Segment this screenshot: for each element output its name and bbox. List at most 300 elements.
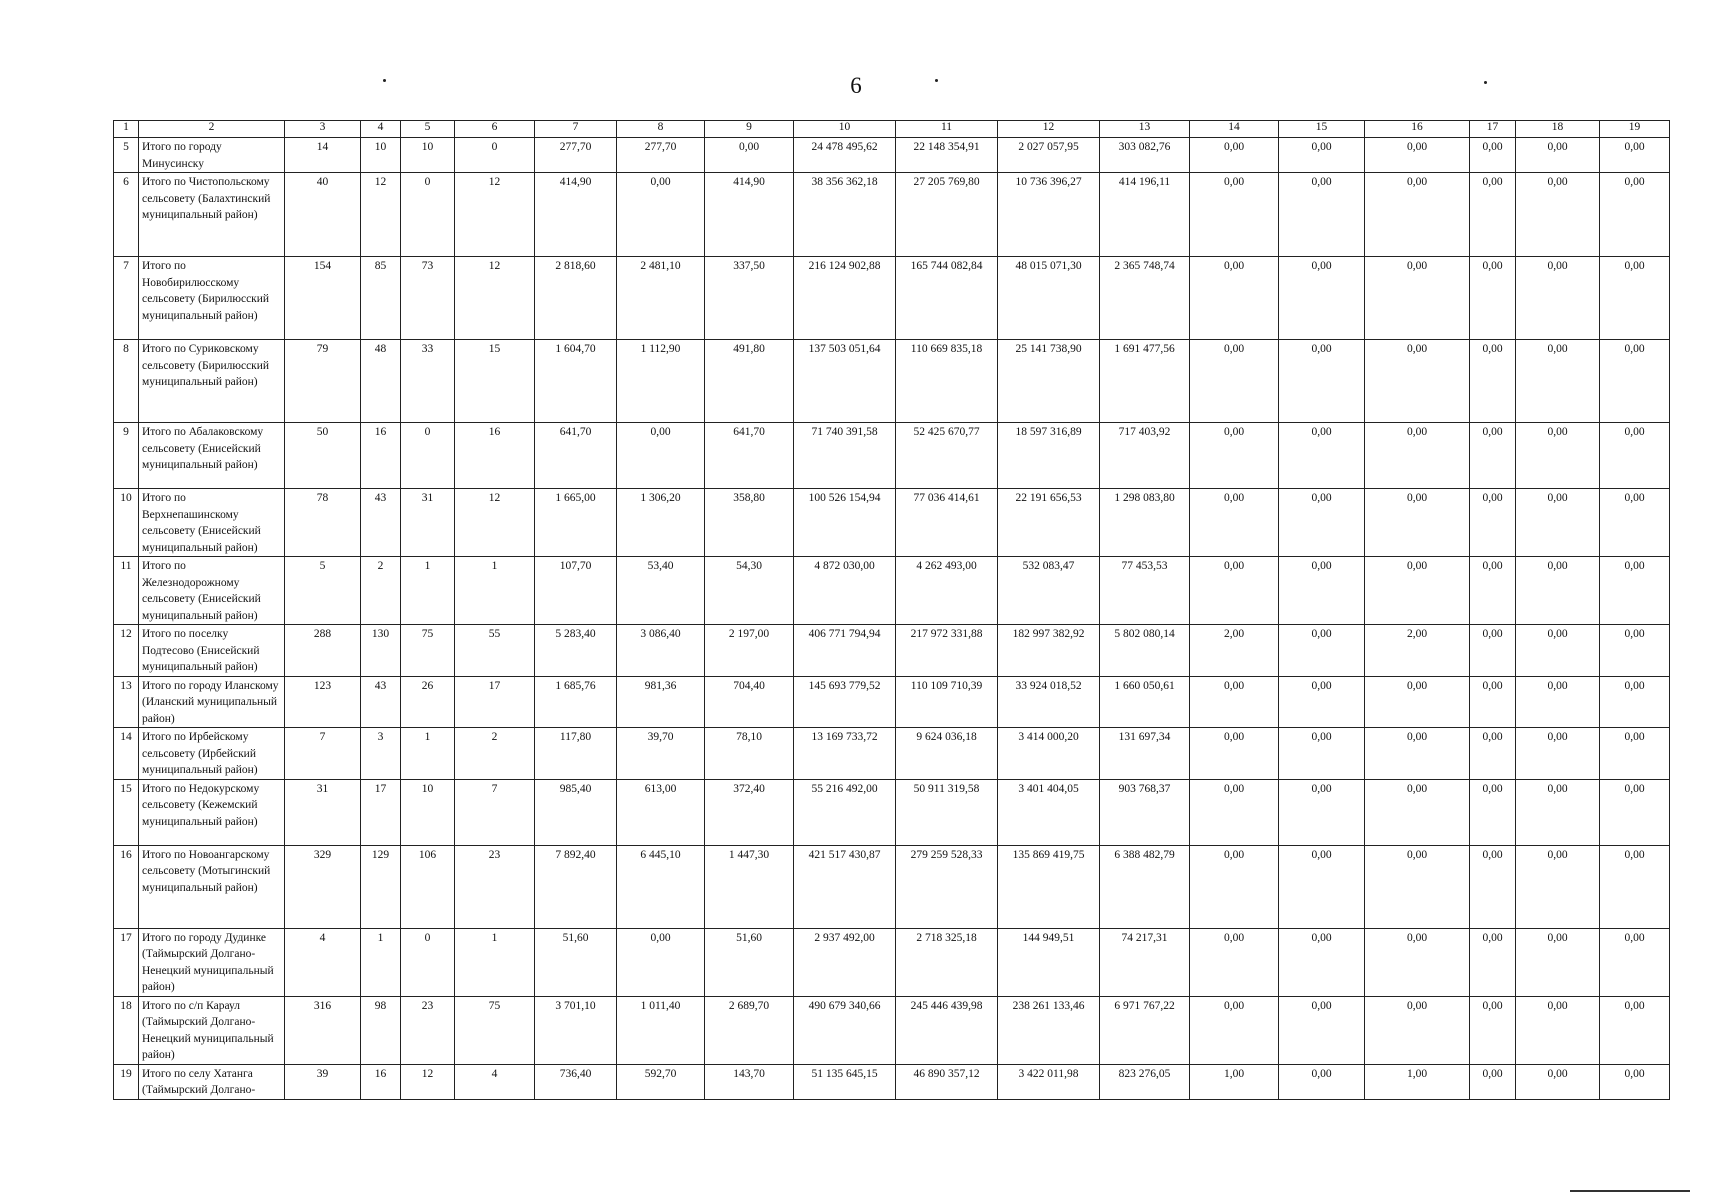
value-cell: 0,00 [1365,340,1470,423]
value-cell: 40 [285,173,361,257]
table-row [114,676,1670,728]
row-number-cell: 12 [114,625,139,677]
value-cell: 78 [285,489,361,557]
value-cell: 0,00 [1516,845,1600,928]
value-cell: 0,00 [1600,557,1670,625]
column-number-17: 17 [1470,121,1516,138]
value-cell: 31 [285,779,361,845]
value-cell: 0,00 [1600,340,1670,423]
value-cell: 592,70 [617,1064,705,1099]
value-cell: 4 [455,1064,535,1099]
value-cell: 43 [361,489,401,557]
value-cell: 0,00 [1279,845,1365,928]
value-cell: 39,70 [617,728,705,780]
territory-name-cell: Итого по Недокурскому сельсовету (Кежемский муниципальный район) [139,779,285,845]
value-cell: 39 [285,1064,361,1099]
value-cell: 717 403,92 [1100,423,1190,489]
value-cell: 316 [285,996,361,1064]
territory-name-cell: Итого по городу Дудинке (Таймырский Долгано-Ненецкий муниципальный район) [139,928,285,996]
data-table [113,120,1670,1100]
value-cell: 0,00 [1516,1064,1600,1099]
value-cell: 1 011,40 [617,996,705,1064]
value-cell: 10 [401,779,455,845]
row-number-cell: 17 [114,928,139,996]
value-cell: 0,00 [1279,728,1365,780]
column-number-14: 14 [1190,121,1279,138]
value-cell: 903 768,37 [1100,779,1190,845]
value-cell: 73 [401,257,455,340]
value-cell: 25 141 738,90 [998,340,1100,423]
value-cell: 0,00 [1600,138,1670,173]
value-cell: 2,00 [1365,625,1470,677]
value-cell: 71 740 391,58 [794,423,896,489]
territory-name-cell: Итого по Верхнепашинскому сельсовету (Енисейский муниципальный район) [139,489,285,557]
value-cell: 22 191 656,53 [998,489,1100,557]
value-cell: 0,00 [1470,625,1516,677]
column-number-9: 9 [705,121,794,138]
value-cell: 823 276,05 [1100,1064,1190,1099]
value-cell: 165 744 082,84 [896,257,998,340]
value-cell: 0,00 [1516,779,1600,845]
value-cell: 2 [361,557,401,625]
column-number-19: 19 [1600,121,1670,138]
row-number-cell: 19 [114,1064,139,1099]
row-number-cell: 16 [114,845,139,928]
value-cell: 16 [361,1064,401,1099]
value-cell: 0,00 [1365,728,1470,780]
value-cell: 0,00 [1279,489,1365,557]
value-cell: 6 388 482,79 [1100,845,1190,928]
value-cell: 0,00 [1279,173,1365,257]
value-cell: 3 414 000,20 [998,728,1100,780]
value-cell: 2,00 [1190,625,1279,677]
value-cell: 23 [455,845,535,928]
value-cell: 1 [401,728,455,780]
value-cell: 303 082,76 [1100,138,1190,173]
row-number-cell: 7 [114,257,139,340]
value-cell: 0,00 [1516,138,1600,173]
value-cell: 107,70 [535,557,617,625]
value-cell: 27 205 769,80 [896,173,998,257]
value-cell: 12 [455,489,535,557]
value-cell: 0,00 [1279,996,1365,1064]
value-cell: 4 [285,928,361,996]
value-cell: 9 624 036,18 [896,728,998,780]
table-row [114,173,1670,257]
value-cell: 110 669 835,18 [896,340,998,423]
value-cell: 55 [455,625,535,677]
territory-name-cell: Итого по Железнодорожному сельсовету (Енисейский муниципальный район) [139,557,285,625]
value-cell: 0 [455,138,535,173]
value-cell: 0,00 [617,423,705,489]
value-cell: 5 802 080,14 [1100,625,1190,677]
value-cell: 0,00 [1190,676,1279,728]
value-cell: 245 446 439,98 [896,996,998,1064]
value-cell: 0,00 [1600,845,1670,928]
scan-speck [935,79,938,82]
value-cell: 0,00 [1190,340,1279,423]
value-cell: 0 [401,928,455,996]
value-cell: 0,00 [1365,996,1470,1064]
row-number-cell: 6 [114,173,139,257]
value-cell: 0,00 [1190,996,1279,1064]
value-cell: 50 [285,423,361,489]
row-number-cell: 13 [114,676,139,728]
column-number-10: 10 [794,121,896,138]
column-number-12: 12 [998,121,1100,138]
value-cell: 491,80 [705,340,794,423]
value-cell: 1 [455,557,535,625]
value-cell: 6 445,10 [617,845,705,928]
value-cell: 14 [285,138,361,173]
value-cell: 238 261 133,46 [998,996,1100,1064]
value-cell: 0,00 [1279,779,1365,845]
value-cell: 985,40 [535,779,617,845]
value-cell: 0,00 [1190,489,1279,557]
column-number-13: 13 [1100,121,1190,138]
value-cell: 117,80 [535,728,617,780]
value-cell: 130 [361,625,401,677]
value-cell: 145 693 779,52 [794,676,896,728]
value-cell: 1 665,00 [535,489,617,557]
value-cell: 406 771 794,94 [794,625,896,677]
value-cell: 53,40 [617,557,705,625]
value-cell: 1 [455,928,535,996]
value-cell: 26 [401,676,455,728]
value-cell: 0,00 [1470,845,1516,928]
value-cell: 15 [455,340,535,423]
value-cell: 0,00 [1190,423,1279,489]
value-cell: 0,00 [1516,557,1600,625]
value-cell: 981,36 [617,676,705,728]
value-cell: 1 112,90 [617,340,705,423]
table-body [114,138,1670,1100]
value-cell: 3 422 011,98 [998,1064,1100,1099]
value-cell: 414 196,11 [1100,173,1190,257]
value-cell: 1 298 083,80 [1100,489,1190,557]
value-cell: 144 949,51 [998,928,1100,996]
value-cell: 0,00 [1600,173,1670,257]
value-cell: 2 365 748,74 [1100,257,1190,340]
column-number-16: 16 [1365,121,1470,138]
value-cell: 135 869 419,75 [998,845,1100,928]
value-cell: 77 453,53 [1100,557,1190,625]
value-cell: 51,60 [535,928,617,996]
value-cell: 0,00 [1470,489,1516,557]
value-cell: 0,00 [1365,173,1470,257]
value-cell: 131 697,34 [1100,728,1190,780]
territory-name-cell: Итого по Суриковскому сельсовету (Бирилюсский муниципальный район) [139,340,285,423]
value-cell: 3 701,10 [535,996,617,1064]
value-cell: 79 [285,340,361,423]
value-cell: 43 [361,676,401,728]
value-cell: 736,40 [535,1064,617,1099]
header-row [114,121,1670,138]
value-cell: 288 [285,625,361,677]
column-number-6: 6 [455,121,535,138]
territory-name-cell: Итого по Абалаковскому сельсовету (Енисейский муниципальный район) [139,423,285,489]
value-cell: 13 169 733,72 [794,728,896,780]
value-cell: 33 [401,340,455,423]
value-cell: 0,00 [1470,779,1516,845]
value-cell: 1 306,20 [617,489,705,557]
value-cell: 0,00 [617,928,705,996]
value-cell: 0,00 [1470,676,1516,728]
value-cell: 1 447,30 [705,845,794,928]
value-cell: 0,00 [1470,928,1516,996]
row-number-cell: 5 [114,138,139,173]
value-cell: 2 [455,728,535,780]
value-cell: 0,00 [1470,138,1516,173]
scan-speck [1484,81,1487,84]
value-cell: 0,00 [1365,257,1470,340]
value-cell: 2 818,60 [535,257,617,340]
column-number-5: 5 [401,121,455,138]
value-cell: 0,00 [1516,928,1600,996]
value-cell: 12 [401,1064,455,1099]
value-cell: 51,60 [705,928,794,996]
value-cell: 0,00 [1190,557,1279,625]
column-number-3: 3 [285,121,361,138]
value-cell: 0,00 [1365,779,1470,845]
value-cell: 0,00 [1470,996,1516,1064]
value-cell: 98 [361,996,401,1064]
value-cell: 50 911 319,58 [896,779,998,845]
value-cell: 0,00 [1600,1064,1670,1099]
column-number-1: 1 [114,121,139,138]
value-cell: 12 [455,173,535,257]
value-cell: 0,00 [1470,423,1516,489]
value-cell: 0,00 [1365,845,1470,928]
table-row [114,489,1670,557]
territory-name-cell: Итого по с/п Караул (Таймырский Долгано-Ненецкий муниципальный район) [139,996,285,1064]
value-cell: 182 997 382,92 [998,625,1100,677]
value-cell: 77 036 414,61 [896,489,998,557]
value-cell: 0,00 [1516,625,1600,677]
value-cell: 0,00 [1516,676,1600,728]
value-cell: 51 135 645,15 [794,1064,896,1099]
value-cell: 1,00 [1365,1064,1470,1099]
territory-name-cell: Итого по Ирбейскому сельсовету (Ирбейский муниципальный район) [139,728,285,780]
value-cell: 0,00 [1190,779,1279,845]
value-cell: 217 972 331,88 [896,625,998,677]
row-number-cell: 18 [114,996,139,1064]
value-cell: 0,00 [1516,996,1600,1064]
value-cell: 0,00 [1190,173,1279,257]
value-cell: 0,00 [1279,138,1365,173]
value-cell: 75 [401,625,455,677]
value-cell: 216 124 902,88 [794,257,896,340]
value-cell: 52 425 670,77 [896,423,998,489]
value-cell: 613,00 [617,779,705,845]
territory-name-cell: Итого по Чистопольскому сельсовету (Балахтинский муниципальный район) [139,173,285,257]
territory-name-cell: Итого по Новоангарскому сельсовету (Мотыгинский муниципальный район) [139,845,285,928]
value-cell: 0,00 [1365,489,1470,557]
row-number-cell: 11 [114,557,139,625]
table-row [114,779,1670,845]
value-cell: 0,00 [1190,928,1279,996]
value-cell: 0,00 [1365,138,1470,173]
value-cell: 74 217,31 [1100,928,1190,996]
value-cell: 0,00 [1190,728,1279,780]
value-cell: 55 216 492,00 [794,779,896,845]
territory-name-cell: Итого по Новобирилюсскому сельсовету (Бирилюсский муниципальный район) [139,257,285,340]
value-cell: 12 [455,257,535,340]
value-cell: 48 015 071,30 [998,257,1100,340]
value-cell: 17 [361,779,401,845]
value-cell: 0,00 [1279,257,1365,340]
value-cell: 22 148 354,91 [896,138,998,173]
value-cell: 279 259 528,33 [896,845,998,928]
value-cell: 17 [455,676,535,728]
value-cell: 0,00 [1470,340,1516,423]
value-cell: 78,10 [705,728,794,780]
value-cell: 421 517 430,87 [794,845,896,928]
value-cell: 0,00 [1365,557,1470,625]
value-cell: 0,00 [1470,1064,1516,1099]
value-cell: 1 691 477,56 [1100,340,1190,423]
value-cell: 337,50 [705,257,794,340]
table-row [114,1064,1670,1099]
column-number-4: 4 [361,121,401,138]
value-cell: 106 [401,845,455,928]
value-cell: 1 604,70 [535,340,617,423]
value-cell: 1,00 [1190,1064,1279,1099]
value-cell: 12 [361,173,401,257]
value-cell: 532 083,47 [998,557,1100,625]
territory-name-cell: Итого по селу Хатанга (Таймырский Долгано- [139,1064,285,1099]
value-cell: 0,00 [1279,676,1365,728]
value-cell: 490 679 340,66 [794,996,896,1064]
value-cell: 0,00 [1470,557,1516,625]
value-cell: 0,00 [1470,257,1516,340]
value-cell: 0,00 [1600,423,1670,489]
value-cell: 33 924 018,52 [998,676,1100,728]
value-cell: 0,00 [1190,845,1279,928]
value-cell: 16 [361,423,401,489]
value-cell: 46 890 357,12 [896,1064,998,1099]
value-cell: 641,70 [705,423,794,489]
value-cell: 0,00 [1365,928,1470,996]
value-cell: 4 872 030,00 [794,557,896,625]
territory-name-cell: Итого по поселку Подтесово (Енисейский муниципальный район) [139,625,285,677]
value-cell: 0,00 [1600,996,1670,1064]
value-cell: 0,00 [1516,728,1600,780]
column-number-15: 15 [1279,121,1365,138]
value-cell: 0,00 [1600,779,1670,845]
value-cell: 4 262 493,00 [896,557,998,625]
value-cell: 704,40 [705,676,794,728]
value-cell: 372,40 [705,779,794,845]
row-number-cell: 8 [114,340,139,423]
value-cell: 7 [455,779,535,845]
value-cell: 2 197,00 [705,625,794,677]
table-row [114,138,1670,173]
value-cell: 31 [401,489,455,557]
value-cell: 7 892,40 [535,845,617,928]
value-cell: 3 [361,728,401,780]
value-cell: 0,00 [1516,423,1600,489]
value-cell: 48 [361,340,401,423]
value-cell: 0,00 [1365,676,1470,728]
row-number-cell: 10 [114,489,139,557]
scan-speck [383,79,386,82]
value-cell: 5 283,40 [535,625,617,677]
value-cell: 0,00 [1600,489,1670,557]
table-row [114,423,1670,489]
value-cell: 0 [401,423,455,489]
value-cell: 0 [401,173,455,257]
page-number: 6 [850,73,862,98]
column-number-18: 18 [1516,121,1600,138]
value-cell: 0,00 [1279,423,1365,489]
value-cell: 5 [285,557,361,625]
table-row [114,996,1670,1064]
value-cell: 358,80 [705,489,794,557]
value-cell: 110 109 710,39 [896,676,998,728]
value-cell: 0,00 [1279,928,1365,996]
value-cell: 0,00 [1600,625,1670,677]
value-cell: 0,00 [1365,423,1470,489]
value-cell: 100 526 154,94 [794,489,896,557]
value-cell: 0,00 [1279,557,1365,625]
value-cell: 641,70 [535,423,617,489]
value-cell: 414,90 [705,173,794,257]
value-cell: 0,00 [1600,257,1670,340]
column-number-2: 2 [139,121,285,138]
scan-edge-mark [1570,1190,1690,1192]
row-number-cell: 15 [114,779,139,845]
value-cell: 10 [401,138,455,173]
value-cell: 129 [361,845,401,928]
value-cell: 3 086,40 [617,625,705,677]
value-cell: 0,00 [1516,173,1600,257]
value-cell: 16 [455,423,535,489]
value-cell: 123 [285,676,361,728]
value-cell: 0,00 [1470,728,1516,780]
value-cell: 2 481,10 [617,257,705,340]
value-cell: 0,00 [1516,340,1600,423]
value-cell: 414,90 [535,173,617,257]
value-cell: 54,30 [705,557,794,625]
value-cell: 0,00 [1279,625,1365,677]
value-cell: 7 [285,728,361,780]
value-cell: 137 503 051,64 [794,340,896,423]
table-row [114,928,1670,996]
value-cell: 0,00 [1600,928,1670,996]
row-number-cell: 9 [114,423,139,489]
value-cell: 0,00 [1190,257,1279,340]
value-cell: 277,70 [535,138,617,173]
value-cell: 1 660 050,61 [1100,676,1190,728]
value-cell: 75 [455,996,535,1064]
value-cell: 0,00 [1190,138,1279,173]
value-cell: 10 736 396,27 [998,173,1100,257]
territory-name-cell: Итого по городу Иланскому (Иланский муниципальный район) [139,676,285,728]
value-cell: 38 356 362,18 [794,173,896,257]
value-cell: 10 [361,138,401,173]
table-row [114,625,1670,677]
value-cell: 1 [361,928,401,996]
value-cell: 143,70 [705,1064,794,1099]
value-cell: 2 027 057,95 [998,138,1100,173]
value-cell: 23 [401,996,455,1064]
value-cell: 2 937 492,00 [794,928,896,996]
value-cell: 0,00 [1279,1064,1365,1099]
value-cell: 0,00 [617,173,705,257]
value-cell: 0,00 [1279,340,1365,423]
value-cell: 2 689,70 [705,996,794,1064]
